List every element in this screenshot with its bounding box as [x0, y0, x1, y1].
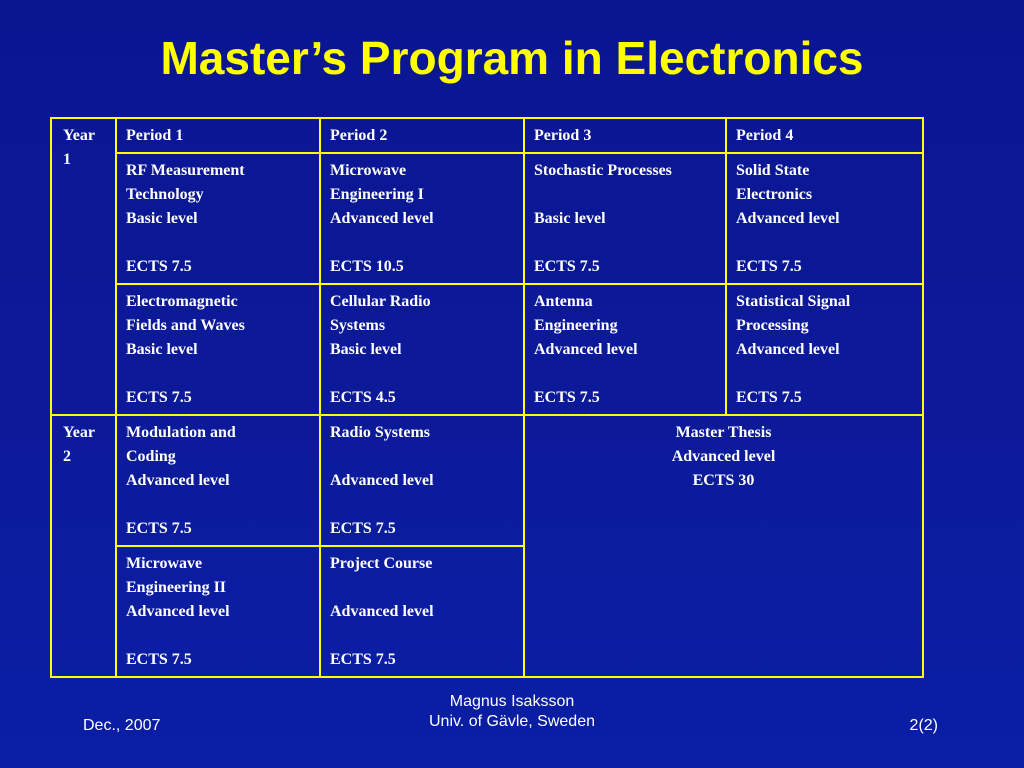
course-line: ECTS 4.5: [330, 389, 396, 406]
course-line: Electromagnetic: [126, 293, 238, 310]
course-line: Radio Systems: [330, 424, 431, 441]
course-line: [534, 362, 716, 386]
year-label-line: 2: [63, 448, 71, 465]
course-line: Advanced level: [126, 472, 230, 489]
year-label-line: 1: [63, 151, 71, 168]
course-line: Antenna: [534, 293, 593, 310]
course-line: Engineering I: [330, 186, 424, 203]
year-1-row-2: [51, 284, 923, 415]
master-thesis-cell: [524, 415, 923, 677]
course-line: Engineering II: [126, 579, 227, 596]
footer-author-block: [312, 692, 712, 732]
course-line: ECTS 7.5: [534, 389, 600, 406]
footer-author: Magnus Isaksson: [449, 693, 575, 710]
course-line: Technology: [126, 186, 204, 203]
program-table: [50, 117, 924, 678]
course-line: ECTS 7.5: [330, 520, 396, 537]
course-line: Statistical Signal: [736, 293, 851, 310]
course-line: [330, 445, 514, 469]
course-cell: [320, 153, 524, 284]
year-1-label: [51, 118, 116, 415]
course-line: Solid State: [736, 162, 810, 179]
course-line: Microwave: [330, 162, 407, 179]
year-label-line: Year: [63, 127, 95, 144]
course-line: Advanced level: [330, 210, 434, 227]
course-cell: [320, 284, 524, 415]
period-header: Period 4: [726, 118, 923, 153]
period-header-row: [51, 118, 923, 153]
course-line: ECTS 7.5: [736, 389, 802, 406]
course-cell: [524, 284, 726, 415]
course-line: Basic level: [534, 210, 606, 227]
course-line: ECTS 7.5: [126, 520, 192, 537]
course-line: Project Course: [330, 555, 433, 572]
course-line: ECTS 7.5: [330, 651, 396, 668]
thesis-line: Advanced level: [671, 448, 776, 465]
period-header: Period 1: [116, 118, 320, 153]
period-header: Period 2: [320, 118, 524, 153]
course-cell: [524, 153, 726, 284]
course-line: [330, 624, 514, 648]
course-line: [736, 231, 913, 255]
course-line: Electronics: [736, 186, 813, 203]
course-line: ECTS 7.5: [126, 258, 192, 275]
course-line: Basic level: [330, 341, 402, 358]
course-line: [330, 576, 514, 600]
course-line: [126, 493, 310, 517]
course-line: [126, 362, 310, 386]
course-cell: [116, 546, 320, 677]
course-line: Basic level: [126, 210, 198, 227]
course-cell: [320, 415, 524, 546]
year-1-row-1: [51, 153, 923, 284]
slide-title: Master’s Program in Electronics: [160, 32, 864, 84]
course-line: Cellular Radio: [330, 293, 431, 310]
year-2-label: [51, 415, 116, 677]
course-line: Systems: [330, 317, 386, 334]
course-line: Processing: [736, 317, 809, 334]
course-line: [534, 231, 716, 255]
course-line: ECTS 7.5: [736, 258, 802, 275]
course-line: [330, 362, 514, 386]
year-2-row-1: [51, 415, 923, 546]
course-line: Advanced level: [330, 472, 434, 489]
course-line: Engineering: [534, 317, 618, 334]
course-line: Coding: [126, 448, 176, 465]
course-line: [330, 493, 514, 517]
course-line: [534, 183, 716, 207]
course-line: Stochastic Processes: [534, 162, 672, 179]
course-cell: [726, 153, 923, 284]
course-line: ECTS 7.5: [534, 258, 600, 275]
course-line: Basic level: [126, 341, 198, 358]
thesis-line: Master Thesis: [675, 424, 772, 441]
course-cell: [116, 415, 320, 546]
course-line: Advanced level: [534, 341, 638, 358]
course-line: [330, 231, 514, 255]
course-line: [736, 362, 913, 386]
footer-affiliation: Univ. of Gävle, Sweden: [428, 713, 595, 730]
course-line: Advanced level: [330, 603, 434, 620]
footer-date: Dec., 2007: [83, 717, 161, 734]
period-header: Period 3: [524, 118, 726, 153]
course-line: Microwave: [126, 555, 203, 572]
course-cell: [726, 284, 923, 415]
year-label-line: Year: [63, 424, 95, 441]
course-line: Advanced level: [736, 210, 840, 227]
course-line: Fields and Waves: [126, 317, 245, 334]
footer-page-number: 2(2): [909, 717, 938, 734]
course-line: [126, 624, 310, 648]
course-line: RF Measurement: [126, 162, 245, 179]
course-line: Advanced level: [736, 341, 840, 358]
thesis-line: ECTS 30: [692, 472, 755, 489]
course-cell: [320, 546, 524, 677]
course-cell: [116, 153, 320, 284]
course-line: ECTS 7.5: [126, 651, 192, 668]
course-cell: [116, 284, 320, 415]
course-line: ECTS 10.5: [330, 258, 404, 275]
course-line: Modulation and: [126, 424, 236, 441]
course-line: Advanced level: [126, 603, 230, 620]
course-line: [126, 231, 310, 255]
course-line: ECTS 7.5: [126, 389, 192, 406]
